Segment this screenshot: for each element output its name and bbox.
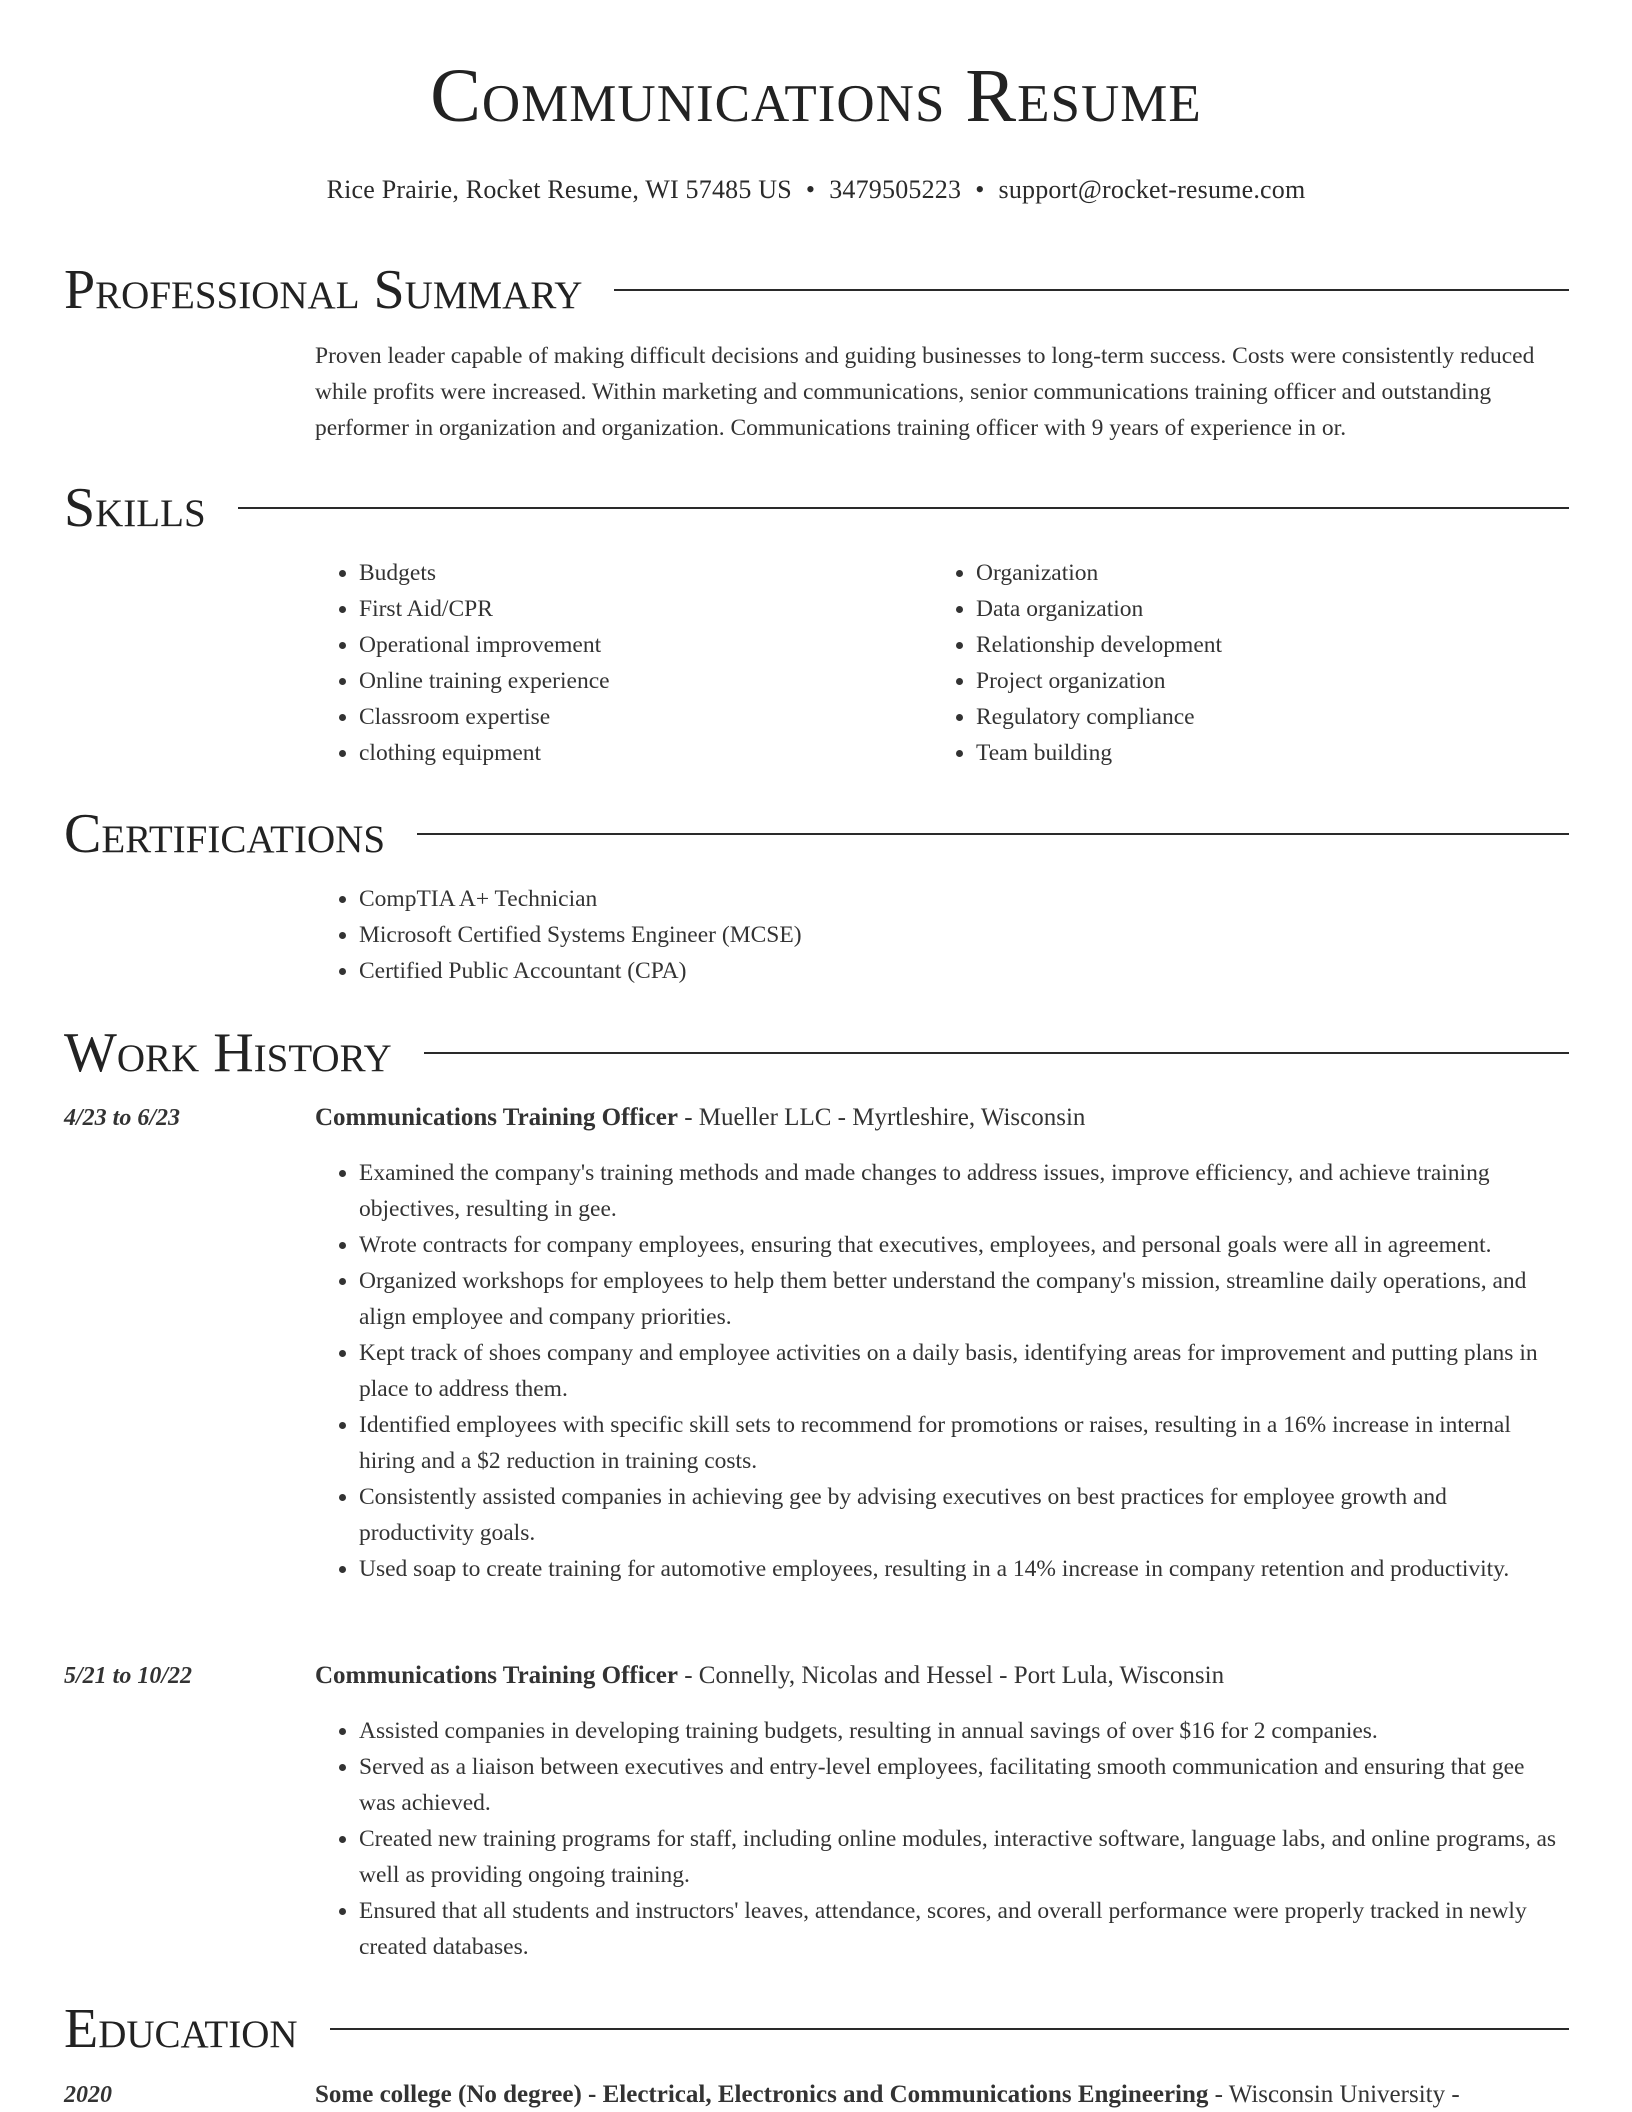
education-degree: Some college (No degree) - Electrical, Electronics and Communications Engineering xyxy=(315,2081,1209,2108)
skill-item: • Operational improvement xyxy=(359,627,915,663)
skill-item: • Team building xyxy=(976,735,1532,771)
job-bullet-list xyxy=(315,1155,1565,1587)
contact-separator: • xyxy=(975,175,985,204)
certification-item: • Microsoft Certified Systems Engineer (MCSE) xyxy=(359,917,1565,953)
skills-column-left xyxy=(315,555,915,771)
job-bullet: • Consistently assisted companies in achieving gee by advising executives on best practices for employee growth and productivity goals. xyxy=(359,1479,1565,1551)
skill-item: • First Aid/CPR xyxy=(359,591,915,627)
skill-item: • Relationship development xyxy=(976,627,1532,663)
education-school: - Wisconsin University - xyxy=(1208,2081,1460,2108)
job-bullet: • Identified employees with specific skill sets to recommend for promotions or raises, resulting in a 16% increase in internal hiring and a $2 reduction in training costs. xyxy=(359,1407,1565,1479)
job-employer: - Connelly, Nicolas and Hessel - Port Lula, Wisconsin xyxy=(677,1662,1225,1689)
section-title-education: Education xyxy=(64,1998,298,2060)
section-title-work: Work History xyxy=(64,1022,392,1084)
section-rule xyxy=(330,2028,1569,2030)
skill-item: • Budgets xyxy=(359,555,915,591)
job-dates: 4/23 to 6/23 xyxy=(64,1105,181,1131)
skill-item: • Regulatory compliance xyxy=(976,699,1532,735)
work-section-header xyxy=(64,1022,1569,1084)
education-heading xyxy=(315,2081,1575,2109)
certification-item: • CompTIA A+ Technician xyxy=(359,881,1565,917)
skill-item: • Project organization xyxy=(976,663,1532,699)
certifications-list xyxy=(315,881,1565,989)
contact-line xyxy=(0,175,1632,205)
skill-item: • Online training experience xyxy=(359,663,915,699)
summary-text: Proven leader capable of making difficult decisions and guiding businesses to long-term success. Costs were consistently reduced while profits were increased. Within marketing and communications, senior communications training officer and outstanding performer in organization and organization. Communications training officer with 9 years of experience in or. xyxy=(315,343,1535,441)
section-rule xyxy=(424,1052,1569,1054)
job-employer: - Mueller LLC - Myrtleshire, Wisconsin xyxy=(677,1104,1086,1131)
job-bullet: • Used soap to create training for automotive employees, resulting in a 14% increase in company retention and productivity. xyxy=(359,1551,1565,1587)
skills-section-header xyxy=(64,477,1569,539)
job-bullet: • Examined the company's training methods and made changes to address issues, improve efficiency, and achieve training objectives, resulting in gee. xyxy=(359,1155,1565,1227)
education-section-header xyxy=(64,1998,1569,2060)
job-bullet: • Wrote contracts for company employees, ensuring that executives, employees, and personal goals were all in agreement. xyxy=(359,1227,1565,1263)
certifications-section-header xyxy=(64,803,1569,865)
job-bullet-list xyxy=(315,1713,1565,1965)
skill-item: • Data organization xyxy=(976,591,1532,627)
skills-column-right xyxy=(932,555,1532,771)
summary-section-header xyxy=(64,259,1569,321)
section-rule xyxy=(238,507,1569,509)
job-heading xyxy=(315,1662,1575,1690)
section-title-certifications: Certifications xyxy=(64,803,386,865)
resume-name: Communications Resume xyxy=(430,54,1202,138)
section-title-skills: Skills xyxy=(64,477,206,539)
contact-address: Rice Prairie, Rocket Resume, WI 57485 US xyxy=(326,175,792,204)
section-title-summary: Professional Summary xyxy=(64,259,583,321)
contact-separator: • xyxy=(805,175,816,204)
certification-item: • Certified Public Accountant (CPA) xyxy=(359,953,1565,989)
contact-phone: 3479505223 xyxy=(829,175,962,204)
job-bullet: • Created new training programs for staff, including online modules, interactive software, language labs, and online programs, as well as providing ongoing training. xyxy=(359,1821,1565,1893)
skill-item: • Organization xyxy=(976,555,1532,591)
section-rule xyxy=(417,833,1569,835)
skill-item: • Classroom expertise xyxy=(359,699,915,735)
section-rule xyxy=(614,289,1569,291)
job-bullet: • Served as a liaison between executives and entry-level employees, facilitating smooth communication and ensuring that gee was achieved. xyxy=(359,1749,1565,1821)
skill-item: • clothing equipment xyxy=(359,735,915,771)
education-year: 2020 xyxy=(64,2082,112,2108)
contact-email: support@rocket-resume.com xyxy=(998,175,1306,204)
job-dates: 5/21 to 10/22 xyxy=(64,1663,193,1689)
job-heading xyxy=(315,1104,1575,1132)
job-title: Communications Training Officer xyxy=(315,1662,678,1689)
job-bullet: • Assisted companies in developing training budgets, resulting in annual savings of over $16 for 2 companies. xyxy=(359,1713,1565,1749)
job-bullet: • Kept track of shoes company and employee activities on a daily basis, identifying areas for improvement and putting plans in place to address them. xyxy=(359,1335,1565,1407)
job-bullet: • Ensured that all students and instructors' leaves, attendance, scores, and overall performance were properly tracked in newly created databases. xyxy=(359,1893,1565,1965)
job-bullet: • Organized workshops for employees to help them better understand the company's mission, streamline daily operations, and align employee and company priorities. xyxy=(359,1263,1565,1335)
job-title: Communications Training Officer xyxy=(315,1104,678,1131)
